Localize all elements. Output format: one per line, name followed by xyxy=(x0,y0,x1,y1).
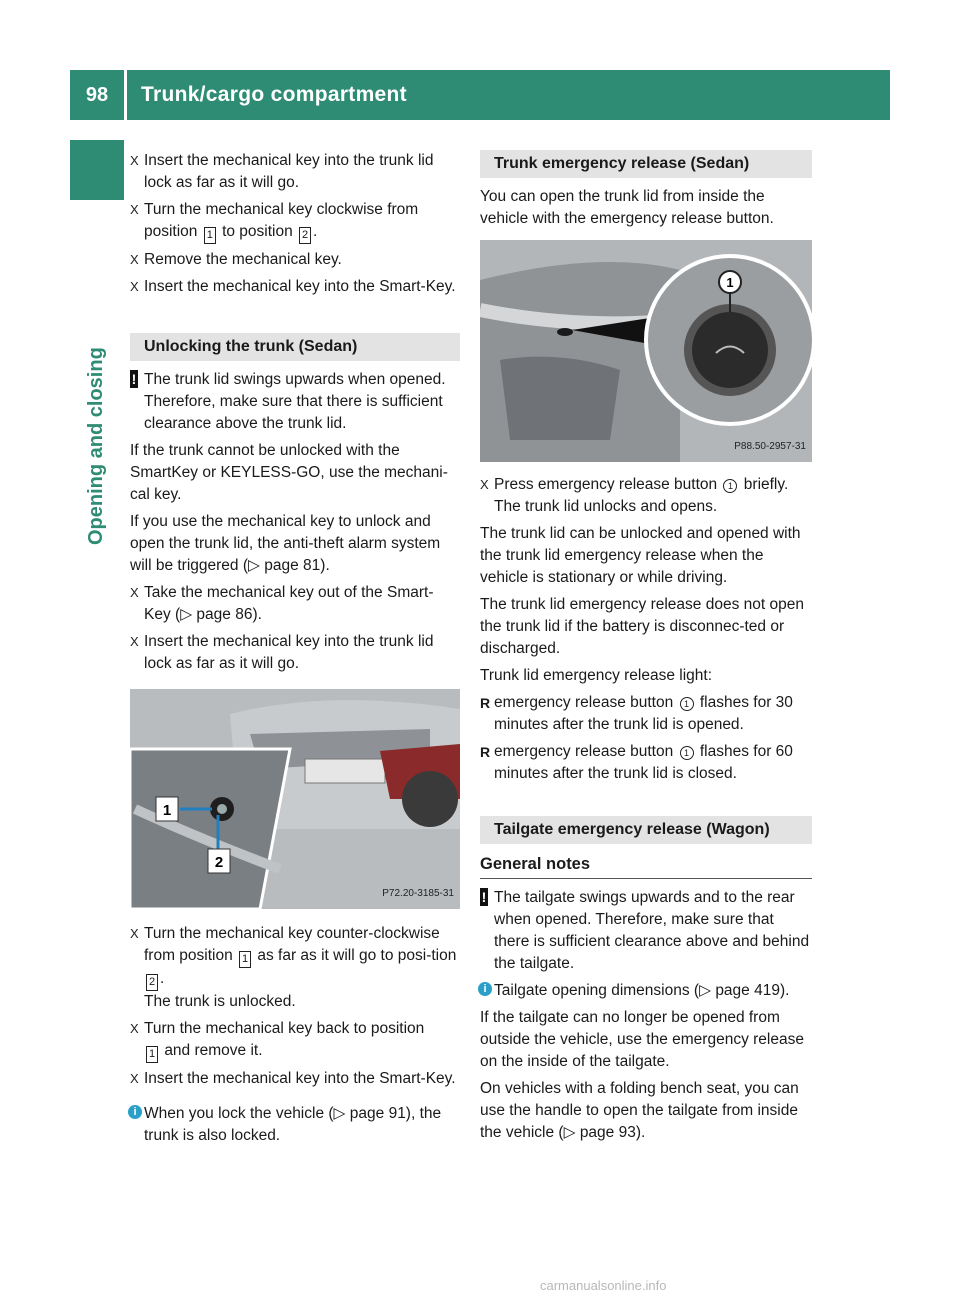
step-marker: X xyxy=(130,634,139,649)
page-ref-icon: ▷ xyxy=(699,982,711,999)
paragraph: The trunk lid emergency release does not open the trunk lid if the battery is disconnec-ted or discharged. xyxy=(480,596,804,657)
step-item: X Press emergency release button 1 briefly. The trunk lid unlocks and opens. xyxy=(480,476,789,515)
paragraph: You can open the trunk lid from inside the vehicle with the emergency release button. xyxy=(480,188,774,227)
position-1-symbol: 1 xyxy=(146,1046,158,1063)
paragraph: If the trunk cannot be unlocked with the SmartKey or KEYLESS-GO, use the mechani-cal key. xyxy=(130,442,448,503)
section-heading: Trunk emergency release (Sedan) xyxy=(480,150,812,178)
info-icon: i xyxy=(478,982,492,996)
trunk-lock-figure xyxy=(130,689,460,909)
paragraph: If the tailgate can no longer be opened from outside the vehicle, use the emergency release on the inside of the tailgate. xyxy=(480,1009,804,1070)
left-column xyxy=(130,150,460,1152)
warning-icon: ! xyxy=(131,371,137,387)
figure-id: P72.20-3185-31 xyxy=(382,888,454,899)
watermark: carmanualsonline.info xyxy=(540,1278,667,1293)
step-marker: X xyxy=(130,252,139,267)
emergency-release-figure xyxy=(480,240,812,462)
callout-2: 2 xyxy=(214,854,224,871)
section-heading: Unlocking the trunk (Sedan) xyxy=(130,333,460,361)
page-title: Trunk/cargo compartment xyxy=(141,83,407,106)
emergency-release-illustration xyxy=(480,240,812,462)
step-marker: X xyxy=(130,585,139,600)
info-note: i When you lock the vehicle (▷ page 91), the trunk is also locked. xyxy=(130,1103,460,1147)
page-ref-icon: ▷ xyxy=(333,1105,346,1122)
info-note: i Tailgate opening dimensions (▷ page 419). xyxy=(480,980,812,1002)
step-marker: X xyxy=(130,279,139,294)
step-item: X Turn the mechanical key clockwise from position 1 to position 2 . xyxy=(130,199,460,244)
page-ref-icon: ▷ xyxy=(248,557,260,574)
side-label: Opening and closing xyxy=(85,347,107,545)
position-1-symbol: 1 xyxy=(204,227,216,244)
step-item: X Insert the mechanical key into the trunk lid lock as far as it will go. xyxy=(130,152,434,191)
paragraph: Trunk lid emergency release light: xyxy=(480,667,713,684)
figure-id: P88.50-2957-31 xyxy=(734,441,806,452)
trunk-lock-illustration xyxy=(130,689,460,909)
page-ref-icon: ▷ xyxy=(180,606,193,623)
step-item: X Take the mechanical key out of the Smart-Key (▷ page 86). xyxy=(130,584,434,623)
side-tab xyxy=(70,140,124,200)
page-link[interactable]: page 86). xyxy=(196,606,262,623)
paragraph: If you use the mechanical key to unlock and open the trunk lid, the anti-theft alarm system will be triggered (▷ page 81). xyxy=(130,513,441,574)
step-marker: X xyxy=(130,1071,139,1086)
step-marker: X xyxy=(480,477,489,492)
header-divider xyxy=(124,70,127,120)
bullet-marker: R xyxy=(480,744,491,760)
page-ref-icon: ▷ xyxy=(563,1124,576,1141)
step-marker: X xyxy=(130,1021,139,1036)
button-1-symbol: 1 xyxy=(680,746,694,760)
right-column xyxy=(480,150,812,1149)
step-item: X Insert the mechanical key into the trunk lid lock as far as it will go. xyxy=(130,633,434,672)
page-link[interactable]: page 93). xyxy=(579,1124,646,1141)
position-1-symbol: 1 xyxy=(239,951,251,968)
section-heading: Tailgate emergency release (Wagon) xyxy=(480,816,812,844)
warning-note: ! The tailgate swings upwards and to the rear when opened. Therefore, make sure that there is sufficient clearance above and behind the tailgate. xyxy=(481,889,810,972)
bullet-marker: R xyxy=(480,695,491,711)
step-item: X Insert the mechanical key into the Smart-Key. xyxy=(130,1068,460,1090)
subheading: General notes xyxy=(480,852,812,879)
step-item: X Turn the mechanical key counter-clockwise from position 1 as far as it will go to posi-tion 2 . The trunk is unlocked. xyxy=(130,925,457,1010)
paragraph: On vehicles with a folding bench seat, you can use the handle to open the tailgate from inside the vehicle (▷ page 93). xyxy=(480,1080,799,1141)
paragraph: The trunk lid can be unlocked and opened with the trunk lid emergency release when the vehicle is stationary or while driving. xyxy=(480,525,801,586)
step-item: X Remove the mechanical key. xyxy=(130,249,460,271)
warning-icon: ! xyxy=(481,889,487,905)
step-marker: X xyxy=(130,926,139,941)
warning-note: ! The trunk lid swings upwards when opened. Therefore, make sure that there is sufficient clearance above the trunk lid. xyxy=(131,371,446,432)
page-link[interactable]: page 81). xyxy=(264,557,330,574)
callout-1: 1 xyxy=(726,275,734,290)
page-number: 98 xyxy=(85,84,109,106)
button-1-symbol: 1 xyxy=(723,479,737,493)
position-2-symbol: 2 xyxy=(146,974,158,991)
page-link[interactable]: page 91), the trunk is also locked. xyxy=(144,1105,442,1144)
callout-1: 1 xyxy=(162,802,172,819)
bullet-item: R emergency release button 1 flashes for 60 minutes after the trunk lid is closed. xyxy=(480,743,793,782)
bullet-item: R emergency release button 1 flashes for 30 minutes after the trunk lid is opened. xyxy=(480,694,793,733)
step-marker: X xyxy=(130,153,139,168)
position-2-symbol: 2 xyxy=(299,227,311,244)
info-icon: i xyxy=(128,1105,142,1119)
page-link[interactable]: page 419). xyxy=(715,982,790,999)
step-item: X Insert the mechanical key into the Smart-Key. xyxy=(130,276,460,298)
step-marker: X xyxy=(130,202,139,217)
button-1-symbol: 1 xyxy=(680,697,694,711)
step-item: X Turn the mechanical key back to position 1 and remove it. xyxy=(130,1018,460,1063)
